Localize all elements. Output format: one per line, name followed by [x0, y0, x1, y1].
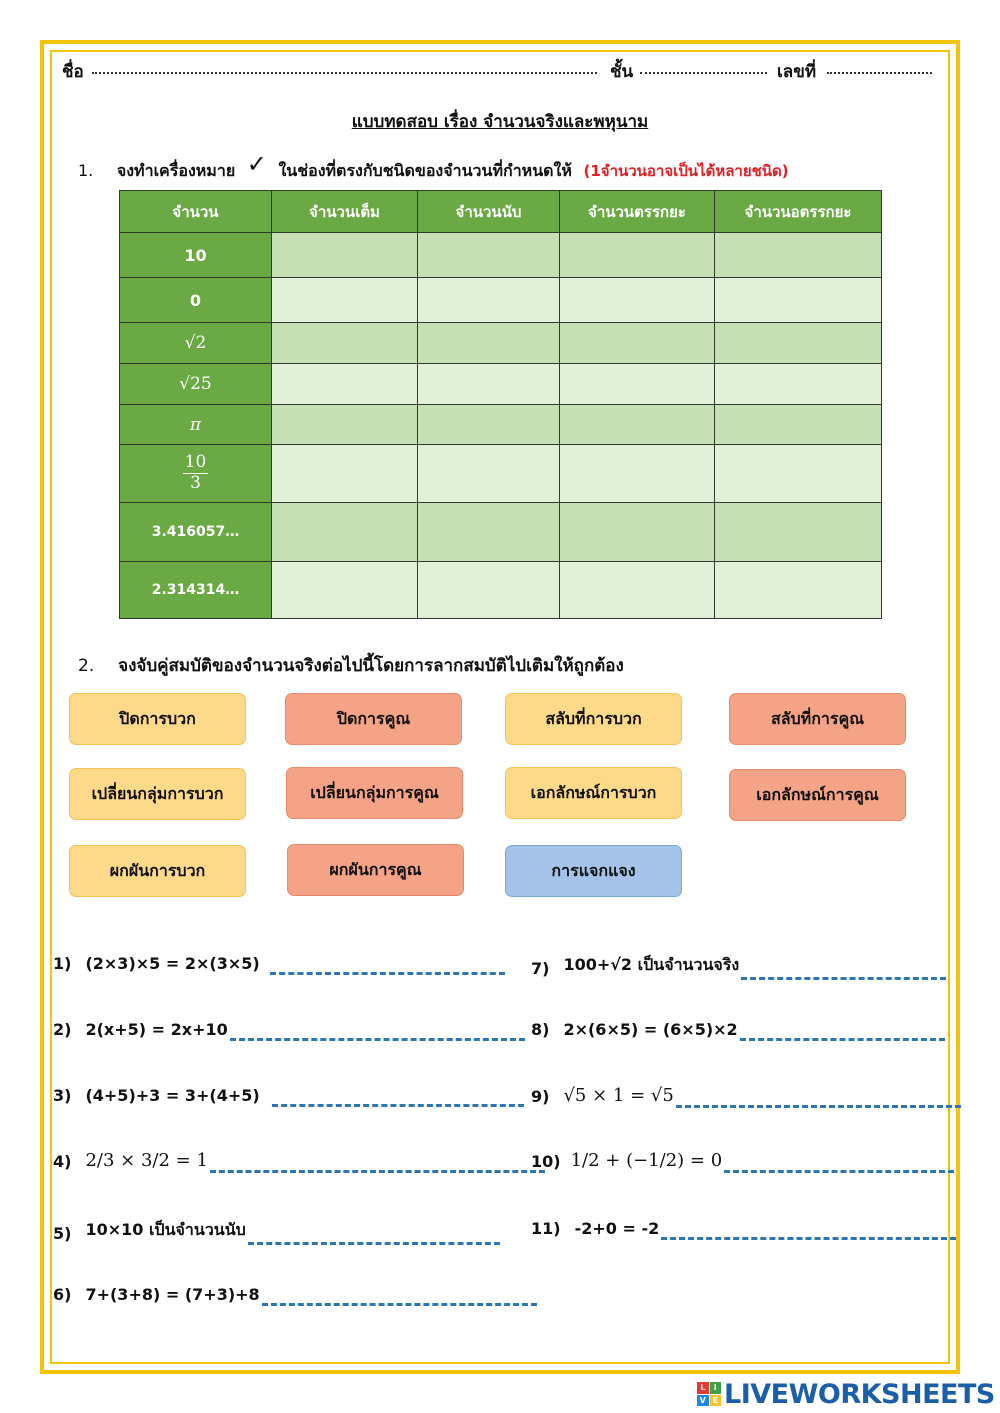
item-expression: 10×10 เป็นจำนวนนับ	[85, 1220, 246, 1239]
drag-chip-identity-multiplication[interactable]: เอกลักษณ์การคูณ	[729, 769, 906, 821]
row-label: π	[120, 405, 272, 445]
check-cell[interactable]	[418, 562, 560, 619]
question-1-text-before: จงทำเครื่องหมาย	[116, 161, 236, 180]
item-number: 10)	[531, 1152, 561, 1171]
question-2-number: 2.	[78, 656, 95, 676]
table-row	[120, 364, 882, 405]
item-expression: 2(x+5) = 2x+10	[85, 1020, 228, 1039]
drag-chip-inverse-multiplication[interactable]: ผกผันการคูณ	[287, 844, 464, 896]
answer-drop-field[interactable]	[270, 953, 505, 975]
answer-drop-field[interactable]	[676, 1086, 961, 1108]
check-cell[interactable]	[272, 364, 418, 405]
answer-drop-field[interactable]	[740, 1019, 945, 1041]
answer-item-8	[531, 1019, 945, 1041]
answer-item-6	[53, 1284, 537, 1306]
checkmark-icon: ✓	[246, 150, 267, 178]
check-cell[interactable]	[715, 278, 882, 323]
row-label: 0	[120, 278, 272, 323]
logo-letter: I	[710, 1382, 722, 1394]
logo-mark-icon	[697, 1382, 721, 1406]
check-cell[interactable]	[715, 445, 882, 503]
item-number: 7)	[531, 959, 550, 978]
item-number: 1)	[53, 954, 72, 973]
item-number: 5)	[53, 1224, 72, 1243]
logo-letter: V	[697, 1395, 709, 1407]
header-natural: จำนวนนับ	[418, 191, 560, 233]
check-cell[interactable]	[715, 503, 882, 562]
item-number: 4)	[53, 1152, 72, 1171]
table-header-row	[120, 191, 882, 233]
header-integer: จำนวนเต็ม	[272, 191, 418, 233]
answer-drop-field[interactable]	[724, 1151, 954, 1173]
check-cell[interactable]	[560, 405, 715, 445]
table-row	[120, 503, 882, 562]
answer-drop-field[interactable]	[272, 1085, 524, 1107]
liveworksheets-logo	[697, 1380, 995, 1408]
student-info-line	[62, 58, 937, 86]
answer-item-1	[53, 953, 505, 975]
answer-drop-field[interactable]	[661, 1218, 956, 1240]
check-cell[interactable]	[272, 233, 418, 278]
question-1-note: (1จำนวนอาจเป็นได้หลายชนิด)	[583, 162, 789, 180]
item-expression: √5 × 1 = √5	[563, 1085, 674, 1106]
check-cell[interactable]	[272, 562, 418, 619]
check-cell[interactable]	[272, 503, 418, 562]
fraction-numerator: 10	[184, 452, 207, 473]
drag-chip-commutative-multiplication[interactable]: สลับที่การคูณ	[729, 693, 906, 745]
question-2	[78, 652, 624, 679]
drag-chip-commutative-addition[interactable]: สลับที่การบวก	[505, 693, 682, 745]
check-cell[interactable]	[560, 364, 715, 405]
number-type-table	[119, 190, 882, 619]
answer-item-4	[53, 1150, 545, 1173]
answer-item-9	[531, 1085, 961, 1108]
item-expression: 7+(3+8) = (7+3)+8	[85, 1285, 260, 1304]
table-row	[120, 445, 882, 503]
row-label	[120, 445, 272, 503]
item-expression: 2×(6×5) = (6×5)×2	[563, 1020, 738, 1039]
answer-drop-field[interactable]	[230, 1019, 525, 1041]
header-irrational: จำนวนอตรรกยะ	[715, 191, 882, 233]
drag-chip-inverse-addition[interactable]: ผกผันการบวก	[69, 845, 246, 897]
check-cell[interactable]	[560, 503, 715, 562]
number-label: เลขที่	[777, 62, 817, 82]
item-number: 11)	[531, 1219, 561, 1238]
header-rational: จำนวนตรรกยะ	[560, 191, 715, 233]
answer-drop-field[interactable]	[262, 1284, 537, 1306]
check-cell[interactable]	[560, 562, 715, 619]
answer-drop-field[interactable]	[741, 958, 946, 980]
answer-drop-field[interactable]	[248, 1223, 500, 1245]
answer-item-3	[53, 1085, 524, 1107]
check-cell[interactable]	[272, 445, 418, 503]
item-number: 6)	[53, 1285, 72, 1304]
name-label: ชื่อ	[62, 62, 84, 82]
item-expression: 2/3 × 3/2 = 1	[85, 1150, 208, 1171]
logo-letter: L	[697, 1382, 709, 1394]
check-cell[interactable]	[272, 323, 418, 364]
item-expression: -2+0 = -2	[574, 1219, 660, 1238]
check-cell[interactable]	[418, 445, 560, 503]
check-cell[interactable]	[418, 323, 560, 364]
table-row	[120, 233, 882, 278]
header-number: จำนวน	[120, 191, 272, 233]
item-number: 3)	[53, 1086, 72, 1105]
answer-drop-field[interactable]	[210, 1151, 545, 1173]
row-label: 3.416057…	[120, 503, 272, 562]
class-label: ชั้น	[610, 62, 634, 82]
table-row	[120, 405, 882, 445]
item-expression: 1/2 + (−1/2) = 0	[570, 1150, 723, 1171]
check-cell[interactable]	[715, 364, 882, 405]
table-row	[120, 323, 882, 364]
item-number: 9)	[531, 1087, 550, 1106]
row-label: 2.314314…	[120, 562, 272, 619]
worksheet-title: แบบทดสอบ เรื่อง จำนวนจริงและพหุนาม	[351, 112, 649, 132]
item-expression: 100+√2 เป็นจำนวนจริง	[563, 955, 740, 974]
check-cell[interactable]	[560, 278, 715, 323]
answer-item-7	[531, 953, 946, 980]
row-label: √25	[120, 364, 272, 405]
check-cell[interactable]	[272, 278, 418, 323]
logo-text: LIVEWORKSHEETS	[724, 1378, 995, 1410]
row-label: 10	[120, 233, 272, 278]
table-row	[120, 562, 882, 619]
check-cell[interactable]	[715, 233, 882, 278]
logo-letter: E	[710, 1395, 722, 1407]
check-cell[interactable]	[560, 233, 715, 278]
answer-item-11	[531, 1218, 956, 1240]
item-expression: (4+5)+3 = 3+(4+5)	[85, 1086, 260, 1105]
question-2-text: จงจับคู่สมบัติของจำนวนจริงต่อไปนี้โดยการลากสมบัติไปเติมให้ถูกต้อง	[118, 656, 624, 676]
drag-chip-associative-addition[interactable]: เปลี่ยนกลุ่มการบวก	[69, 768, 246, 820]
check-cell[interactable]	[418, 233, 560, 278]
fraction-denominator: 3	[190, 473, 201, 493]
check-cell[interactable]	[560, 445, 715, 503]
drag-chip-closure-addition[interactable]: ปิดการบวก	[69, 693, 246, 745]
check-cell[interactable]	[560, 323, 715, 364]
row-label: √2	[120, 323, 272, 364]
check-cell[interactable]	[418, 405, 560, 445]
check-cell[interactable]	[418, 278, 560, 323]
fraction	[183, 453, 209, 493]
name-field[interactable]	[92, 58, 597, 74]
check-cell[interactable]	[715, 562, 882, 619]
answer-item-2	[53, 1019, 525, 1041]
check-cell[interactable]	[715, 405, 882, 445]
item-number: 2)	[53, 1020, 72, 1039]
question-1-text-after: ในช่องที่ตรงกับชนิดของจำนวนที่กำหนดให้	[278, 161, 572, 180]
check-cell[interactable]	[418, 503, 560, 562]
check-cell[interactable]	[418, 364, 560, 405]
question-1	[78, 150, 789, 184]
table-row	[120, 278, 882, 323]
drag-chip-closure-multiplication[interactable]: ปิดการคูณ	[285, 693, 462, 745]
answer-item-5	[53, 1218, 500, 1245]
drag-chip-distributive[interactable]: การแจกแจง	[505, 845, 682, 897]
check-cell[interactable]	[715, 323, 882, 364]
answer-item-10	[531, 1150, 954, 1173]
check-cell[interactable]	[272, 405, 418, 445]
drag-chip-identity-addition[interactable]: เอกลักษณ์การบวก	[505, 767, 682, 819]
item-expression: (2×3)×5 = 2×(3×5)	[85, 954, 260, 973]
item-number: 8)	[531, 1020, 550, 1039]
question-1-number: 1.	[78, 161, 94, 180]
drag-chip-associative-multiplication[interactable]: เปลี่ยนกลุ่มการคูณ	[286, 767, 463, 819]
